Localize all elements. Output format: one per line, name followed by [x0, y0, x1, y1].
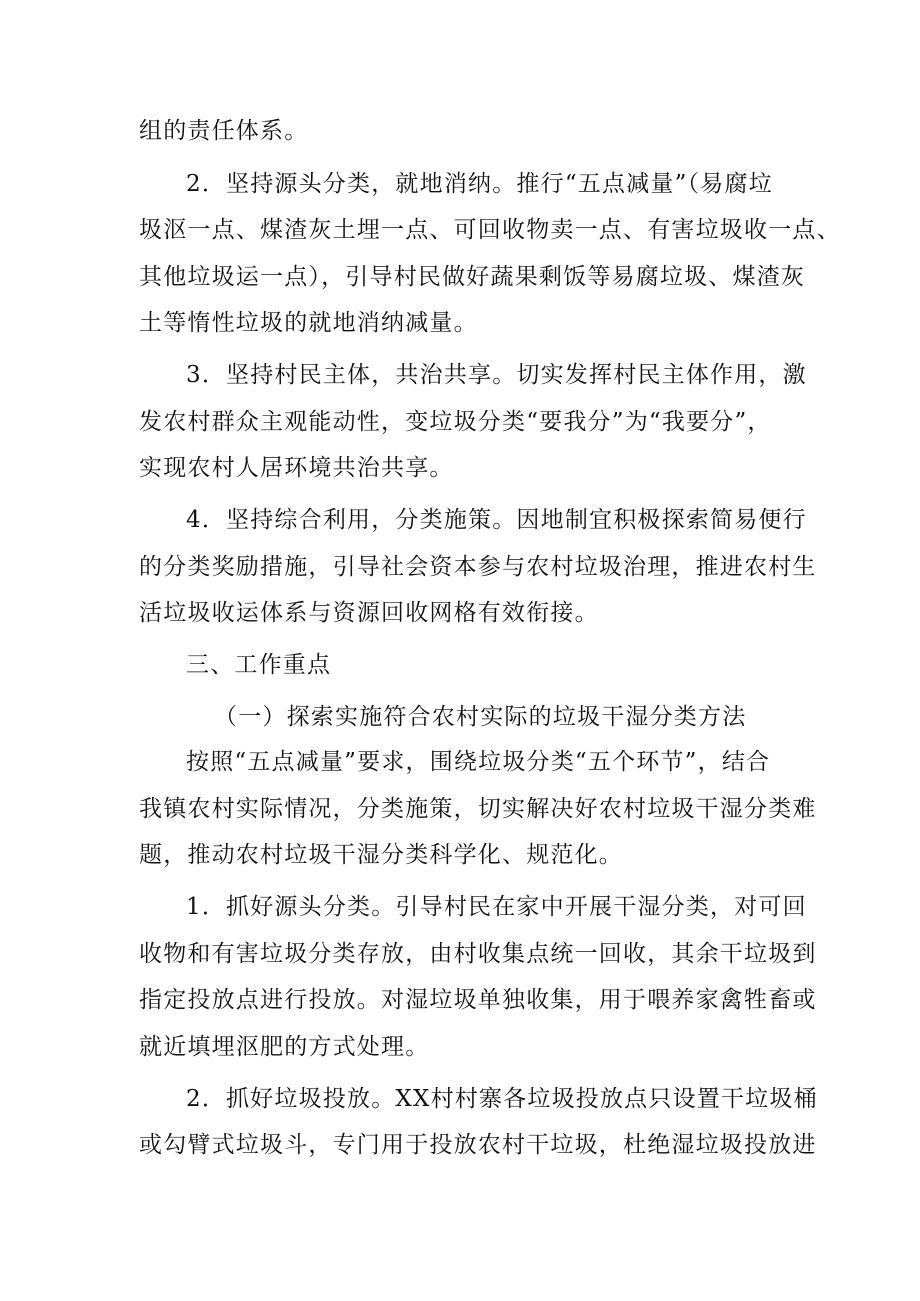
text-line: 土等惰性垃圾的就地消纳减量。 [139, 310, 478, 336]
text-line: 就近填埋沤肥的方式处理。 [139, 1034, 430, 1060]
paragraph-first-line: 按照“五点减量”要求，围绕垃圾分类“五个环节”，结合 [186, 749, 771, 775]
text-line: 实现农村人居环境共治共享。 [139, 455, 454, 481]
text-line: 题，推动农村垃圾干湿分类科学化、规范化。 [139, 842, 623, 868]
paragraph-first-line: 3．坚持村民主体，共治共享。切实发挥村民主体作用，激 [186, 362, 807, 388]
text-line: 发农村群众主观能动性，变垃圾分类“要我分”为“我要分”， [139, 409, 772, 435]
text-line: 或勾臂式垃圾斗，专门用于投放农村干垃圾，杜绝湿垃圾投放进 [139, 1132, 817, 1158]
text-line: 组的责任体系。 [139, 118, 309, 144]
text-line: 的分类奖励措施，引导社会资本参与农村垃圾治理，推进农村生 [139, 554, 817, 580]
text-line: 圾沤一点、煤渣灰土埋一点、可回收物卖一点、有害垃圾收一点、 [139, 217, 841, 243]
text-line: 我镇农村实际情况，分类施策，切实解决好农村垃圾干湿分类难 [139, 796, 817, 822]
paragraph-first-line: 1．抓好源头分类。引导村民在家中开展干湿分类，对可回 [186, 894, 807, 920]
text-line: 收物和有害垃圾分类存放，由村收集点统一回收，其余干垃圾到 [139, 941, 817, 967]
paragraph-first-line: 4．坚持综合利用，分类施策。因地制宜积极探索简易便行 [186, 507, 807, 533]
paragraph-first-line: 2．抓好垃圾投放。XX村村寨各垃圾投放点只设置干垃圾桶 [186, 1086, 818, 1112]
section-heading: 三、工作重点 [186, 652, 332, 678]
text-line: 指定投放点进行投放。对湿垃圾单独收集，用于喂养家禽牲畜或 [139, 987, 817, 1013]
paragraph-first-line: 2．坚持源头分类，就地消纳。推行“五点减量”（易腐垃 [186, 171, 773, 197]
text-line: 其他垃圾运一点），引导村民做好蔬果剩饭等易腐垃圾、煤渣灰 [139, 264, 806, 290]
text-line: 活垃圾收运体系与资源回收网格有效衔接。 [139, 600, 599, 626]
subsection-heading: （一）探索实施符合农村实际的垃圾干湿分类方法 [214, 704, 747, 730]
